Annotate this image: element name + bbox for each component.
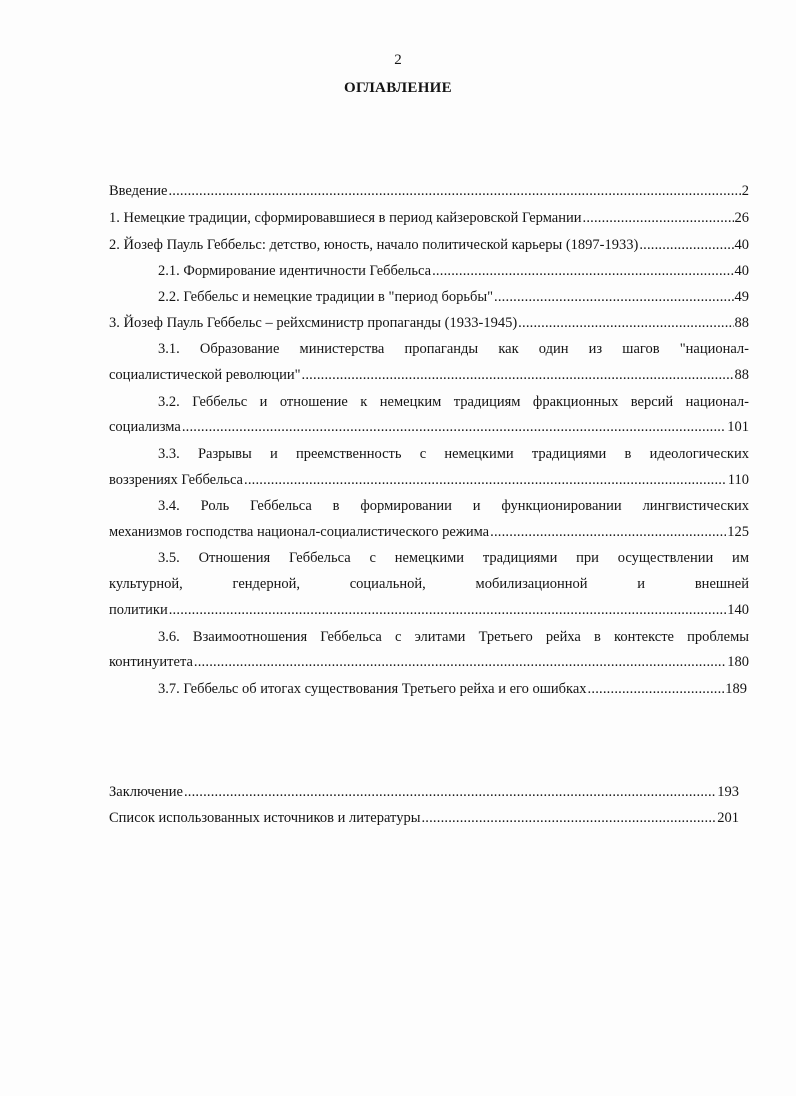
toc-entry-text: социализма — [109, 419, 181, 435]
leader-dots — [583, 209, 734, 227]
toc-entry-text: социалистической революции" — [109, 367, 301, 383]
leader-dots — [168, 182, 740, 200]
toc-entry-page: 49 — [734, 289, 749, 305]
page-title: ОГЛАВЛЕНИЕ — [344, 80, 452, 96]
toc-entry-section-3-2 — [109, 418, 749, 436]
toc-entry-text: механизмов господства национал-социалистического режима — [109, 524, 490, 540]
leader-dots — [169, 601, 727, 619]
leader-dots — [494, 288, 733, 306]
toc-entry-section-2-2 — [158, 288, 749, 306]
toc-entry-page: 2 — [741, 183, 749, 199]
leader-dots — [194, 653, 726, 671]
toc-entry-text: 2.2. Геббельс и немецкие традиции в "период борьбы" — [158, 289, 494, 305]
toc-entry-section-3-1 — [109, 366, 749, 384]
leader-dots — [421, 809, 716, 827]
toc-entry-page: 140 — [727, 602, 749, 618]
toc-entry-page: 201 — [717, 810, 739, 826]
toc-entry-section-3-1-line1: 3.1. Образование министерства пропаганды как один из шагов "национал- — [158, 341, 749, 357]
toc-entry-section-3-2-line1: 3.2. Геббельс и отношение к немецким традициям фракционных версий национал- — [158, 394, 749, 410]
toc-entry-page: 88 — [734, 367, 749, 383]
toc-entry-text: 3. Йозеф Пауль Геббельс – рейхсминистр пропаганды (1933-1945) — [109, 315, 518, 331]
toc-entry-section-3-4 — [109, 523, 749, 541]
toc-entry-section-3-4-line1: 3.4. Роль Геббельса в формировании и функционировании лингвистических — [158, 498, 749, 514]
toc-entry-chapter-1 — [109, 209, 749, 227]
toc-entry-text: 1. Немецкие традиции, сформировавшиеся в период кайзеровской Германии — [109, 210, 582, 226]
toc-entry-bibliography — [109, 809, 739, 827]
toc-entry-text: политики — [109, 602, 168, 618]
toc-entry-page: 101 — [727, 419, 749, 435]
toc-entry-text: континуитета — [109, 654, 193, 670]
toc-entry-text: 2. Йозеф Пауль Геббельс: детство, юность, начало политической карьеры (1897-1933) — [109, 237, 639, 253]
toc-entry-page: 40 — [734, 263, 749, 279]
toc-entry-page: 193 — [717, 784, 739, 800]
leader-dots — [182, 418, 726, 436]
toc-entry-page: 40 — [734, 237, 749, 253]
leader-dots — [588, 680, 725, 698]
toc-entry-section-3-6 — [109, 653, 749, 671]
leader-dots — [639, 236, 733, 254]
leader-dots — [302, 366, 734, 384]
toc-entry-page: 26 — [734, 210, 749, 226]
toc-entry-chapter-2 — [109, 236, 749, 254]
toc-entry-page: 88 — [734, 315, 749, 331]
toc-entry-section-3-5 — [109, 601, 749, 619]
toc-entry-text: 2.1. Формирование идентичности Геббельса — [158, 263, 432, 279]
toc-entry-section-3-5-line2: культурной, гендерной, социальной, мобилизационной и внешней — [109, 576, 749, 592]
toc-entry-page: 180 — [727, 654, 749, 670]
toc-entry-section-2-1 — [158, 262, 749, 280]
toc-entry-text: воззрениях Геббельса — [109, 472, 243, 488]
toc-entry-intro — [109, 182, 749, 200]
toc-entry-page: 125 — [727, 524, 749, 540]
toc-entry-section-3-3-line1: 3.3. Разрывы и преемственность с немецкими традициями в идеологических — [158, 446, 749, 462]
toc-entry-chapter-3 — [109, 314, 749, 332]
leader-dots — [518, 314, 733, 332]
toc-entry-section-3-3 — [109, 471, 749, 489]
toc-entry-conclusion — [109, 783, 739, 801]
toc-entry-page: 189 — [725, 681, 747, 697]
toc-entry-section-3-5-line1: 3.5. Отношения Геббельса с немецкими традициями при осуществлении им — [158, 550, 749, 566]
toc-entry-page: 110 — [727, 472, 749, 488]
toc-entry-text: 3.7. Геббельс об итогах существования Третьего рейха и его ошибках — [158, 681, 587, 697]
leader-dots — [490, 523, 726, 541]
toc-entry-text: Список использованных источников и литературы — [109, 810, 421, 826]
leader-dots — [184, 783, 716, 801]
toc-entry-section-3-6-line1: 3.6. Взаимоотношения Геббельса с элитами Третьего рейха в контексте проблемы — [158, 629, 749, 645]
toc-entry-text: Заключение — [109, 784, 183, 800]
leader-dots — [432, 262, 733, 280]
toc-entry-section-3-7 — [158, 680, 747, 698]
page-number: 2 — [394, 52, 402, 68]
toc-entry-text: Введение — [109, 183, 168, 199]
leader-dots — [244, 471, 727, 489]
